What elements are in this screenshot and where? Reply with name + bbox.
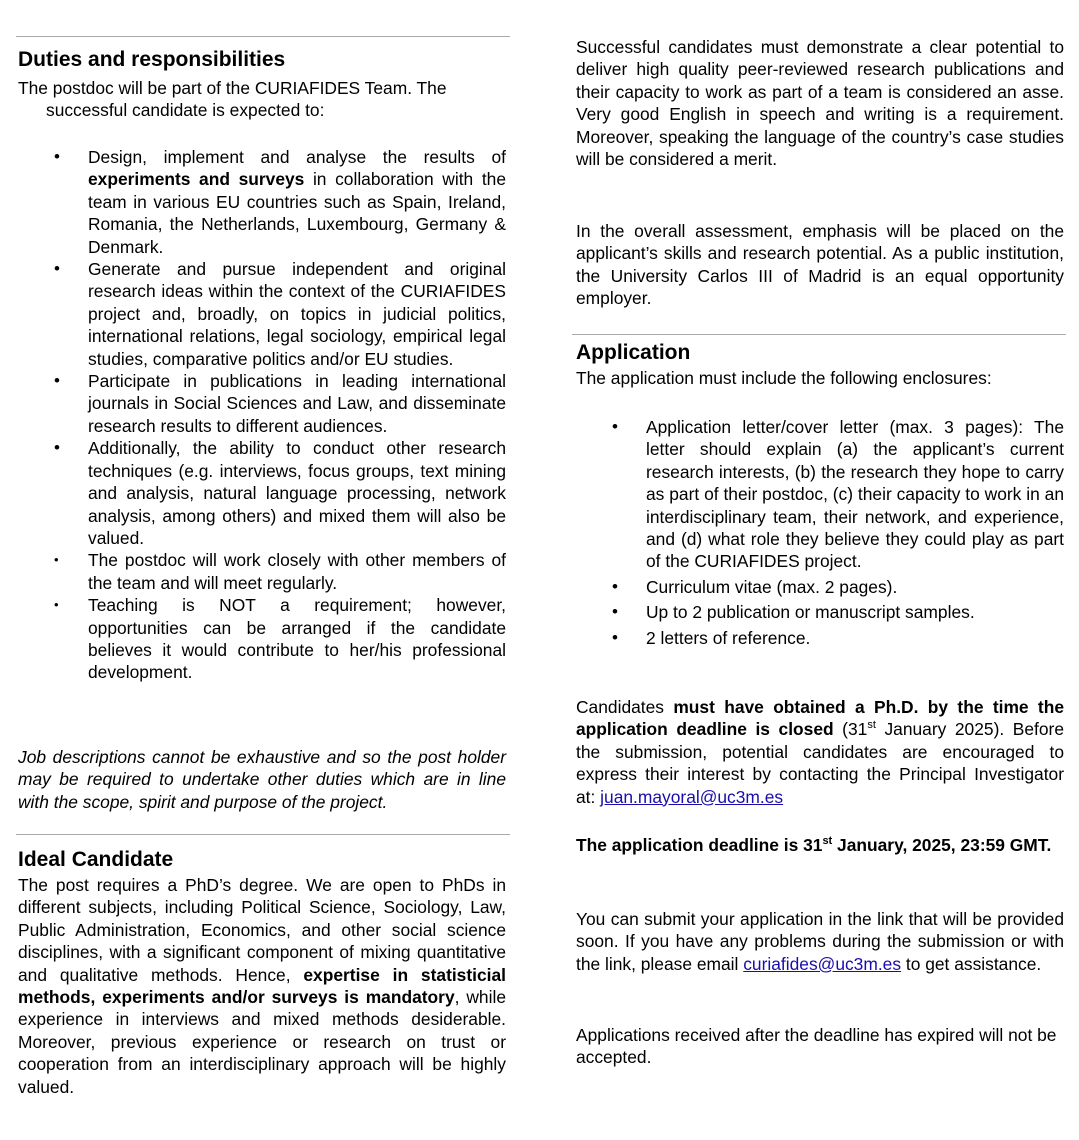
application-intro: The application must include the following enclosures: — [576, 368, 992, 388]
assessment-paragraph: In the overall assessment, emphasis will be placed on the applicant’s skills and research potential. As a public institution, the University Carlos III of Madrid is an equal opportunity employer. — [576, 221, 1064, 309]
list-item: • Additionally, the ability to conduct other research techniques (e.g. interviews, focus groups, text mining and analysis, natural language processing, network analysis, among others) and mixed them will also be valued. — [54, 438, 506, 548]
list-item: • Up to 2 publication or manuscript samples. — [612, 602, 975, 623]
bullet-icon: • — [612, 602, 618, 622]
bullet-icon: • — [54, 259, 60, 279]
duties-intro-line1: The postdoc will be part of the CURIAFIDES Team. The — [18, 78, 447, 98]
bullet-icon: • — [612, 627, 618, 647]
submit-paragraph: You can submit your application in the link that will be provided soon. If you have any problems during the submission or with the link, please email curiafides@uc3m.es to get assistance. — [576, 909, 1064, 974]
list-item: • Participate in publications in leading international journals in Social Sciences and Law, and disseminate research results to different audiences. — [54, 371, 506, 436]
candidates-paragraph: Candidates must have obtained a Ph.D. by the time the application deadline is closed (31st January 2025). Before the submission, potential candidates are encouraged to express their interest by contacting the Principal Investigator at: juan.mayoral@uc3m.es — [576, 697, 1065, 807]
list-item: • Generate and pursue independent and original research ideas within the context of the CURIAFIDES project and, broadly, on topics in judicial politics, international relations, legal sociology, empirical legal studies, comparative politics and/or EU studies. — [54, 259, 506, 369]
bullet-icon: • — [54, 371, 60, 391]
bullet-icon: • — [612, 576, 618, 596]
duties-intro-line2: successful candidate is expected to: — [46, 100, 325, 120]
application-heading: Application — [576, 341, 691, 364]
pi-email-link[interactable]: juan.mayoral@uc3m.es — [600, 786, 784, 807]
requirements-paragraph: Successful candidates must demonstrate a clear potential to deliver high quality peer-reviewed research publications and their capacity to work as part of a team is considered an asse. Very good English in speech and writing is a requirement. Moreover, speaking the language of the country’s case studies will be considered a merit. — [576, 37, 1064, 170]
section-divider — [16, 36, 510, 37]
list-item: • 2 letters of reference. — [612, 627, 811, 648]
ideal-candidate-text: The post requires a PhD’s degree. We are open to PhDs in different subjects, including Political Science, Sociology, Law, Public Administration, Economics, and other social science disciplines, with a significant component of mixing quantitative and qualitative methods. Hence, expertise in statisticial methods, experiments and/or surveys is mandatory, while experience in interviews and mixed methods desiderable. Moreover, previous experience or research on trust or cooperation from an interdisciplinary approach will be highly valued. — [18, 875, 506, 1097]
bullet-icon: • — [54, 438, 60, 458]
ideal-candidate-heading: Ideal Candidate — [18, 848, 174, 871]
bullet-icon: • — [54, 597, 59, 613]
list-item: • Application letter/cover letter (max. 3 pages): The letter should explain (a) the applicant’s current research interests, (b) the research they hope to carry as part of their postdoc, (c) their capacity to work in an interdisciplinary team, their network, and experience, and (d) what role they believe they could play as part of the CURIAFIDES project. — [612, 417, 1064, 572]
bullet-icon: • — [54, 552, 59, 568]
bullet-icon: • — [54, 147, 60, 166]
deadline-paragraph: The application deadline is 31st January, 2025, 23:59 GMT. — [576, 835, 1052, 855]
support-email-link[interactable]: curiafides@uc3m.es — [743, 953, 902, 974]
section-divider — [16, 834, 510, 835]
list-item: • The postdoc will work closely with other members of the team and will meet regularly. — [54, 550, 506, 593]
duties-heading: Duties and responsibilities — [18, 48, 286, 71]
section-divider — [572, 334, 1066, 335]
late-applications-paragraph: Applications received after the deadline has expired will not be accepted. — [576, 1025, 1057, 1068]
list-item: • Teaching is NOT a requirement; however, opportunities can be arranged if the candidate believes it would contribute to her/his professional development. — [54, 595, 506, 683]
list-item: • Curriculum vitae (max. 2 pages). — [612, 576, 898, 597]
bullet-icon: • — [612, 417, 618, 436]
duties-list — [54, 146, 507, 684]
list-item: • Design, implement and analyse the results of experiments and surveys in collaboration with the team in various EU countries such as Spain, Ireland, Romania, the Netherlands, Luxembourg, Germany & Denmark. — [54, 147, 507, 257]
application-list — [612, 416, 1064, 649]
duties-note: Job descriptions cannot be exhaustive and so the post holder may be required to undertake other duties which are in line with the scope, spirit and purpose of the project. — [18, 747, 506, 812]
